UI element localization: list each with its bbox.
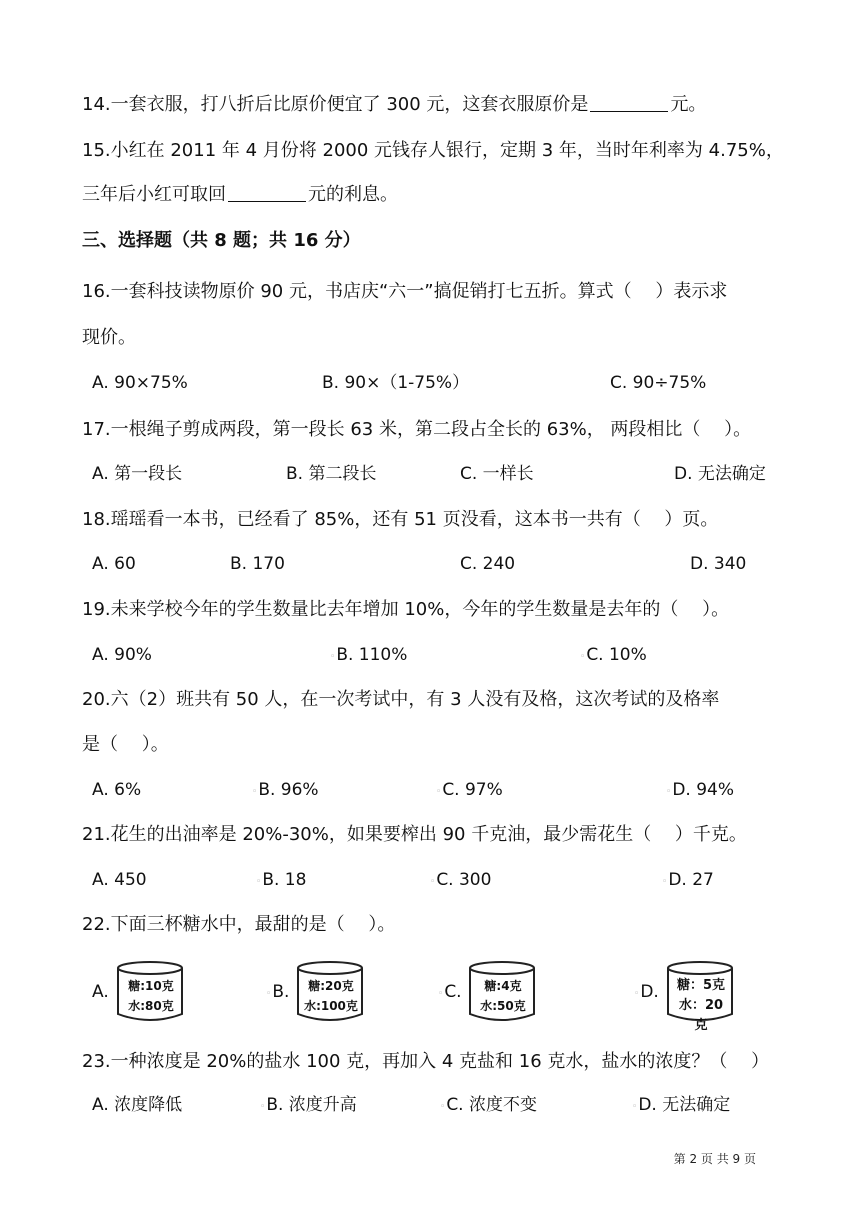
option-d: ◦D. 94% — [666, 780, 734, 800]
cup-label: 糖:4克 水:50克 — [480, 979, 526, 1013]
marker-dot: ◦ — [438, 989, 444, 999]
beaker-icon — [466, 958, 536, 1022]
beaker-icon — [114, 958, 184, 1022]
cup-label: 糖:20克 水:100克 — [304, 979, 358, 1013]
question-16-options — [92, 371, 800, 395]
option-b: B. 第二段长 — [286, 464, 377, 484]
question-16-line1: 16.一套科技读物原价 90 元，书店庆“六一”搞促销打七五折。算式（ ）表示求 — [82, 281, 728, 302]
marker-dot: ◦ — [436, 787, 442, 797]
option-c: ◦C. 10% — [580, 645, 647, 665]
option-a: A. 450 — [92, 870, 147, 890]
marker-dot: ◦ — [440, 1102, 446, 1112]
option-c: ◦C. 97% — [436, 780, 503, 800]
option-a: A. 90% — [92, 645, 152, 665]
option-letter: ◦C. — [438, 982, 462, 1002]
option-d: ◦D. 无法确定 — [632, 1095, 731, 1115]
question-22-options — [92, 958, 812, 1033]
question-15-line1: 15.小红在 2011 年 4 月份将 2000 元钱存人银行，定期 3 年，当时年利率为 4.75%， — [82, 140, 784, 161]
marker-dot: ◦ — [252, 787, 258, 797]
marker-dot: ◦ — [330, 652, 336, 662]
option-c: C. 90÷75% — [610, 373, 707, 393]
question-16-line2: 现价。 — [82, 327, 136, 348]
answer-blank — [590, 93, 668, 112]
option-b: ◦B. 浓度升高 — [260, 1095, 357, 1115]
option-letter: A. — [92, 982, 109, 1002]
option-d: D. 无法确定 — [674, 464, 766, 484]
option-a: A. 90×75% — [92, 373, 188, 393]
section-title: 三、选择题（共 8 题；共 16 分） — [82, 230, 361, 251]
option-a: A. 6% — [92, 780, 142, 800]
marker-dot: ◦ — [266, 989, 272, 999]
question-17-options — [92, 462, 800, 486]
question-20-options — [92, 778, 800, 802]
beaker-icon — [294, 958, 364, 1022]
option-a: A. 浓度降低 — [92, 1095, 183, 1115]
option-c: C. 一样长 — [460, 464, 534, 484]
question-15-line2: 三年后小红可取回 元的利息。 — [82, 184, 398, 205]
option-b: ◦B. 18 — [256, 870, 307, 890]
option-letter: ◦D. — [634, 982, 659, 1002]
cup-label: 糖:10克 水:80克 — [128, 979, 174, 1013]
question-21-options — [92, 868, 800, 892]
beaker-icon — [664, 958, 734, 1033]
option-c: ◦C. 300 — [430, 870, 492, 890]
option-d: D. 340 — [690, 554, 747, 574]
question-17: 17.一根绳子剪成两段，第一段长 63 米，第二段占全长的 63%， 两段相比（ ）。 — [82, 419, 752, 440]
marker-dot: ◦ — [634, 989, 640, 999]
question-19-options — [92, 643, 800, 667]
option-d: ◦D. 27 — [662, 870, 714, 890]
question-22: 22.下面三杯糖水中，最甜的是（ ）。 — [82, 914, 396, 935]
option-c: C. 240 — [460, 554, 516, 574]
option-a: A. 第一段长 — [92, 464, 183, 484]
marker-dot: ◦ — [662, 877, 668, 887]
option-a: A. 60 — [92, 554, 136, 574]
question-14: 14.一套衣服，打八折后比原价便宜了 300 元，这套衣服原价是 元。 — [82, 94, 707, 115]
option-letter: ◦B. — [266, 982, 290, 1002]
question-18: 18.瑶瑶看一本书，已经看了 85%，还有 51 页没看，这本书一共有（ ）页。 — [82, 509, 719, 530]
marker-dot: ◦ — [430, 877, 436, 887]
question-21: 21.花生的出油率是 20%-30%，如果要榨出 90 千克油，最少需花生（ ）千克。 — [82, 824, 747, 845]
marker-dot: ◦ — [632, 1102, 638, 1112]
marker-dot: ◦ — [666, 787, 672, 797]
marker-dot: ◦ — [260, 1102, 266, 1112]
option-b: B. 170 — [230, 554, 285, 574]
question-19: 19.未来学校今年的学生数量比去年增加 10%，今年的学生数量是去年的（ ）。 — [82, 599, 730, 620]
option-b: ◦B. 96% — [252, 780, 319, 800]
cup-label: 糖：5克 水：20克 — [676, 978, 726, 1033]
marker-dot: ◦ — [580, 652, 586, 662]
page-number: 第 2 页 共 9 页 — [673, 1152, 756, 1166]
question-18-options — [92, 552, 800, 576]
answer-blank — [228, 183, 306, 202]
question-23-options — [92, 1093, 800, 1117]
question-20-line1: 20.六（2）班共有 50 人，在一次考试中，有 3 人没有及格，这次考试的及格率 — [82, 689, 720, 710]
option-c: ◦C. 浓度不变 — [440, 1095, 537, 1115]
question-20-line2: 是（ ）。 — [82, 734, 169, 755]
option-b: B. 90×（1-75%） — [322, 373, 470, 393]
question-23: 23.一种浓度是 20%的盐水 100 克，再加入 4 克盐和 16 克水，盐水的浓度？（ ） — [82, 1051, 770, 1072]
option-b: ◦B. 110% — [330, 645, 408, 665]
marker-dot: ◦ — [256, 877, 262, 887]
